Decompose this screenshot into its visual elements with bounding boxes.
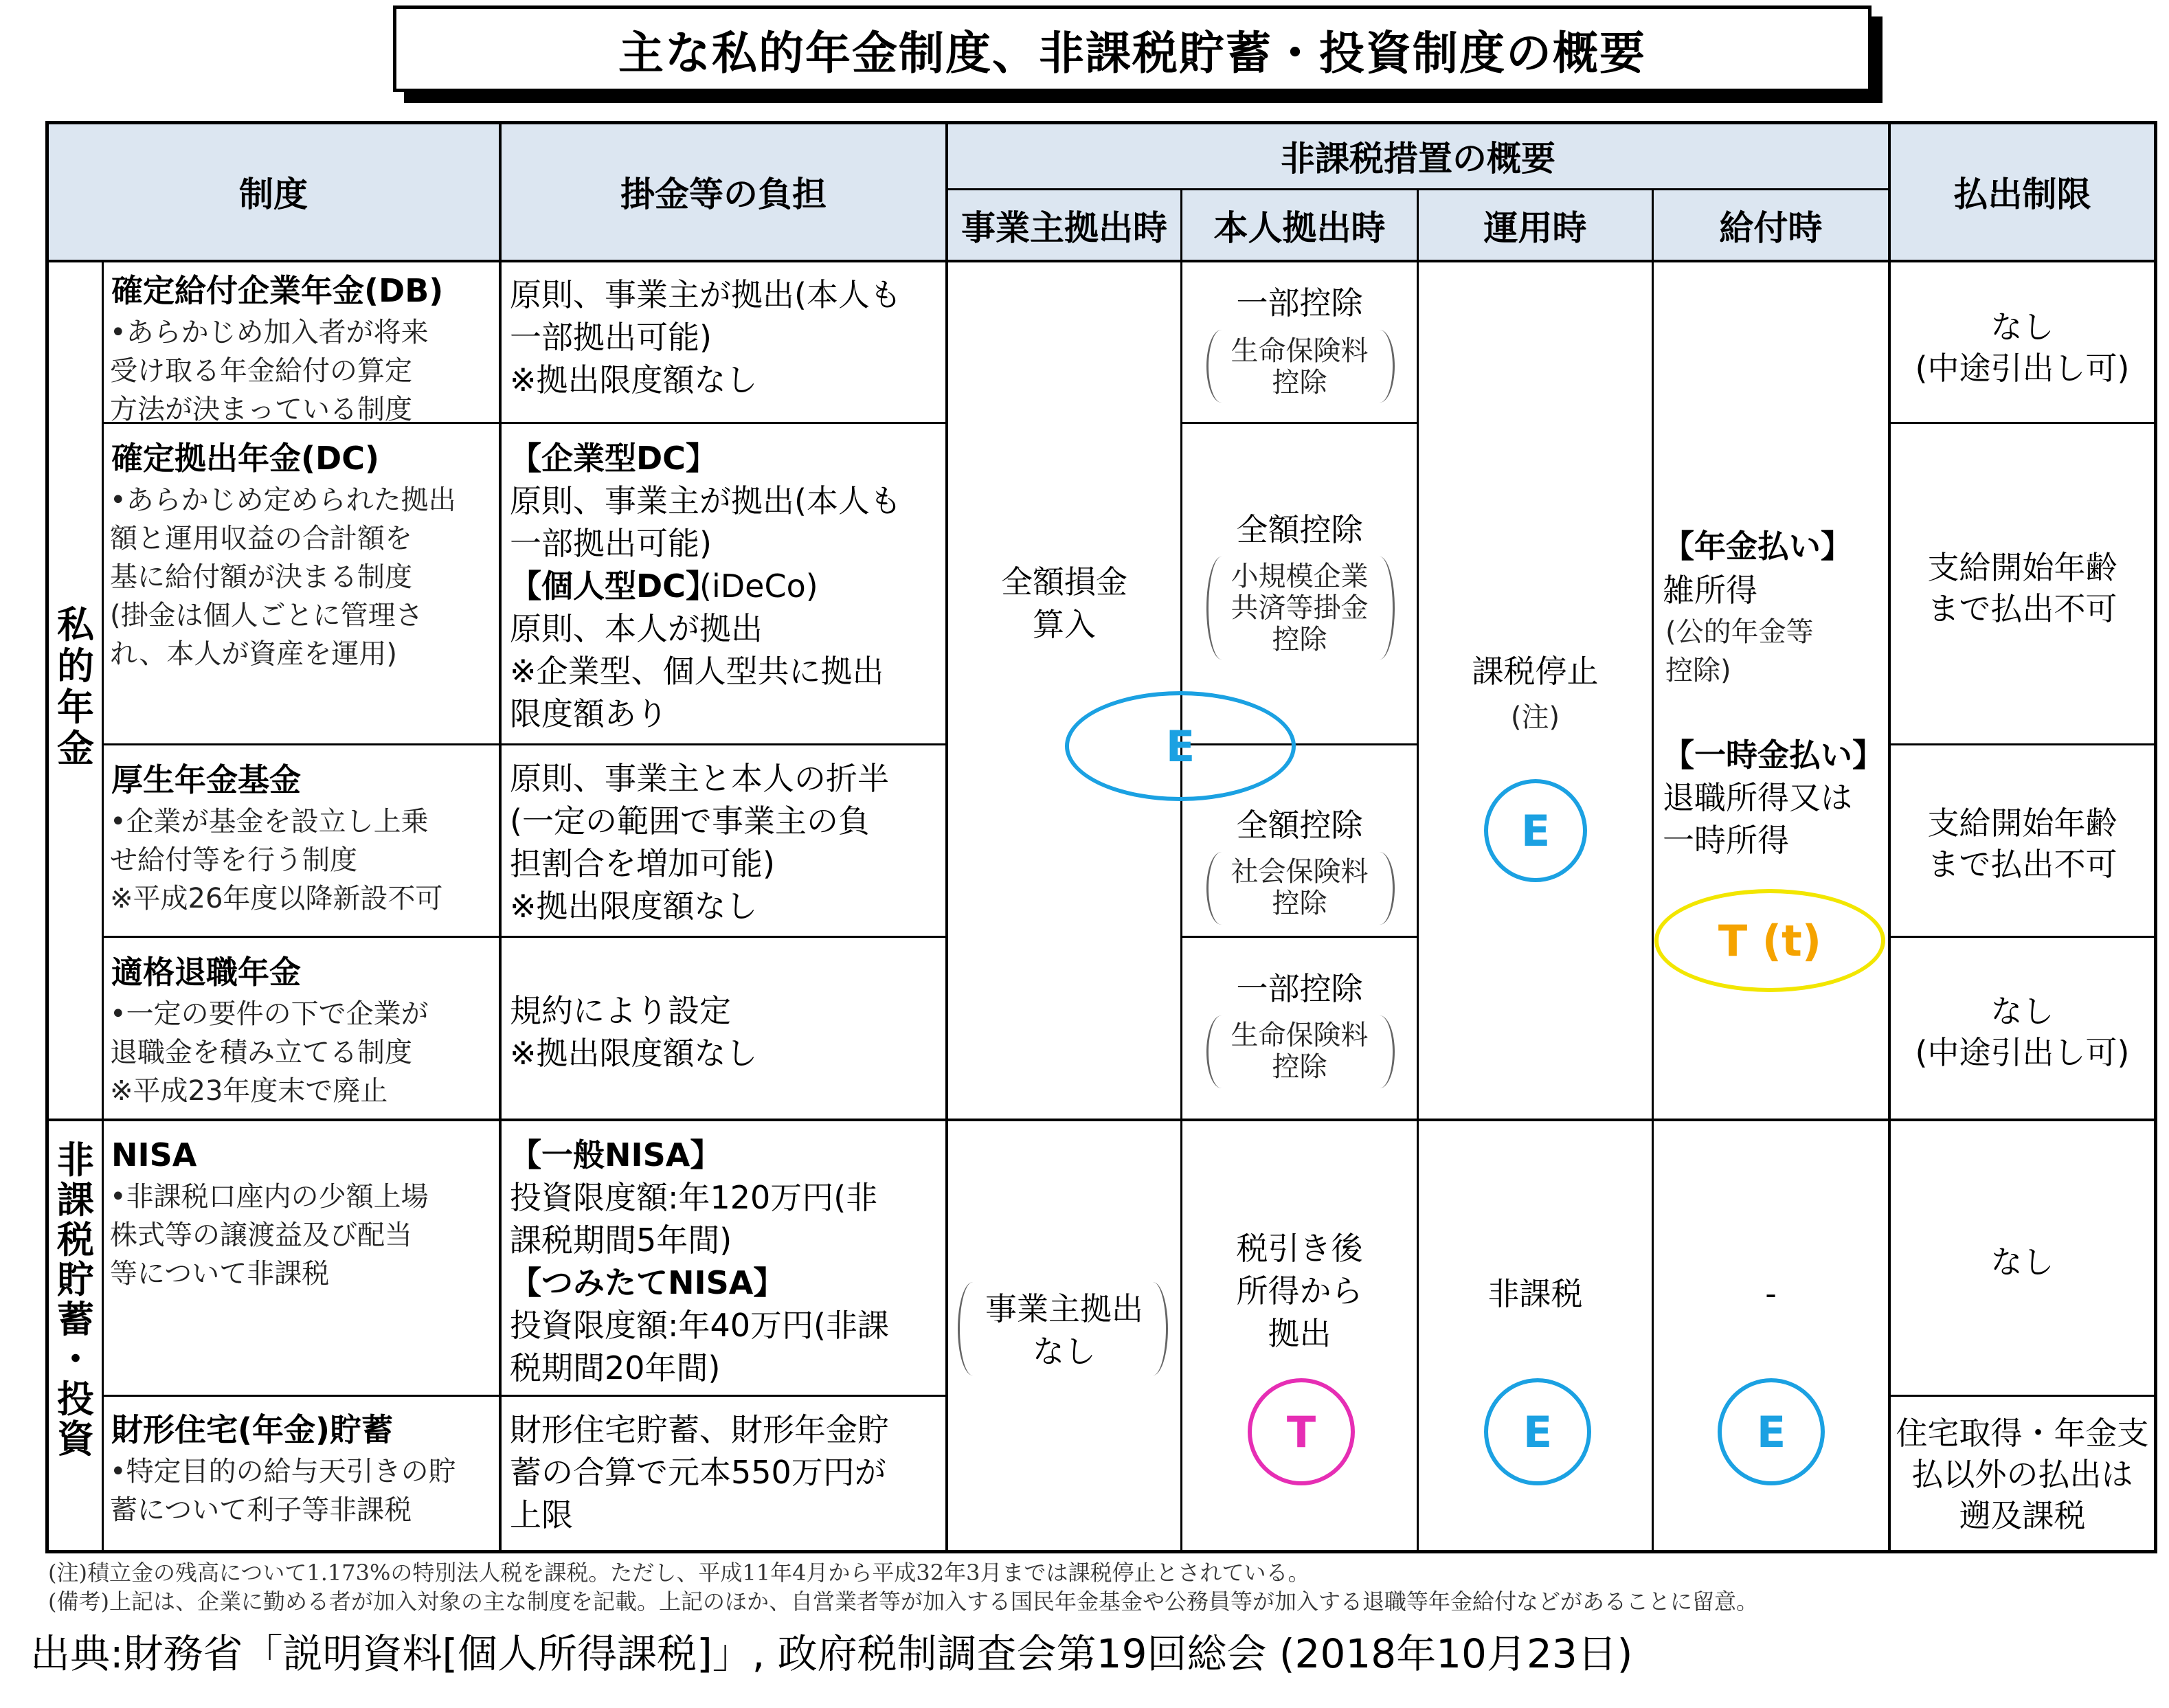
- source-citation: 出典:財務省「説明資料[個人所得課税]」, 政府税制調査会第19回総会 (2018年10月23日): [30, 1630, 1633, 1677]
- tekikaku-name: 適格退職年金: [111, 954, 301, 991]
- tekikaku-desc: •一定の要件の下で企業が 退職金を積み立てる制度 ※平成23年度末で廃止: [110, 998, 429, 1107]
- pension-kyufu-1-sub: (公的年金等 控除): [1665, 616, 1814, 686]
- nisa-haraidashi: なし: [1990, 1244, 2054, 1281]
- kosei-honnin-sub: 社会保険料 控除: [1230, 856, 1369, 919]
- tekikaku-honnin-sub: 生命保険料 控除: [1230, 1020, 1369, 1083]
- pension-jigyonushi: 全額損金 算入: [1001, 563, 1127, 643]
- header-jigyonushi: 事業主拠出時: [961, 207, 1167, 248]
- pension-kyufu-1: 雑所得: [1663, 572, 1757, 609]
- dc-honnin-sub: 小規模企業 共済等掛金 控除: [1230, 561, 1369, 655]
- dc-desc: •あらかじめ定められた拠出 額と運用収益の合計額を 基に給付額が決まる制度 (掛金は個人ごとに管理さ れ、本人が資産を運用): [110, 484, 456, 670]
- kosei-name: 厚生年金基金: [111, 761, 301, 798]
- kosei-honnin: 全額控除: [1236, 807, 1363, 844]
- dc-honnin: 全額控除: [1236, 511, 1363, 548]
- nisa-name: NISA: [111, 1136, 197, 1173]
- pension-unyo-note: (注): [1510, 701, 1560, 733]
- tekikaku-haraidashi: なし (中途引出し可): [1915, 993, 2130, 1071]
- pension-kyufu-h1: 【年金払い】: [1663, 528, 1852, 565]
- nisa-kakekin-1: 投資限度額:年120万円(非 課税期間5年間): [510, 1179, 878, 1259]
- db-honnin: 一部控除: [1236, 284, 1363, 322]
- marker-t-savings: T: [1248, 1378, 1355, 1485]
- marker-e-unyo: E: [1484, 779, 1587, 882]
- pension-unyo: 課税停止: [1472, 653, 1599, 690]
- kosei-desc: •企業が基金を設立し上乗 せ給付等を行う制度 ※平成26年度以降新設不可: [110, 806, 443, 914]
- marker-e-jigyonushi: E: [1065, 691, 1296, 801]
- dc-kakekin-2: 原則、本人が拠出 ※企業型、個人型共に拠出 限度額あり: [510, 610, 884, 732]
- savings-honnin: 税引き後 所得から 拠出: [1236, 1230, 1363, 1352]
- dc-name: 確定拠出年金(DC): [111, 440, 379, 477]
- header-haraidashi: 払出制限: [1953, 175, 2091, 214]
- footnote-1: (注)積立金の残高について1.173%の特別法人税を課税。ただし、平成11年4月から平成32年3月までは課税停止とされている。: [48, 1560, 1310, 1586]
- zaikei-name: 財形住宅(年金)貯蓄: [111, 1411, 394, 1448]
- header-kyufu: 給付時: [1719, 207, 1823, 248]
- nisa-desc: •非課税口座内の少額上場 株式等の譲渡益及び配当 等について非課税: [110, 1181, 429, 1290]
- db-honnin-sub: 生命保険料 控除: [1230, 335, 1369, 398]
- pension-kyufu-2: 退職所得又は 一時所得: [1663, 779, 1852, 859]
- kosei-kakekin: 原則、事業主と本人の折半 (一定の範囲で事業主の負 担割合を増加可能) ※拠出限度額なし: [510, 760, 889, 925]
- dc-kakekin-1: 原則、事業主が拠出(本人も 一部拠出可能): [510, 482, 901, 562]
- header-hikazei: 非課税措置の概要: [1281, 139, 1555, 179]
- pension-kyufu-h2: 【一時金払い】: [1663, 737, 1884, 774]
- nisa-kakekin-h2: 【つみたてNISA】: [510, 1264, 785, 1301]
- savings-kyufu: -: [1765, 1275, 1777, 1312]
- marker-e-savings-unyo: E: [1484, 1378, 1591, 1485]
- tekikaku-honnin: 一部控除: [1236, 970, 1363, 1007]
- footnote-2: (備考)上記は、企業に勤める者が加入対象の主な制度を記載。上記のほか、自営業者等が加入する国民年金基金や公務員等が加入する退職等年金給付などがあることに留意。: [48, 1588, 1758, 1615]
- header-unyo: 運用時: [1483, 207, 1587, 248]
- db-name: 確定給付企業年金(DB): [111, 272, 444, 309]
- header-seido: 制度: [239, 175, 308, 214]
- dc-kakekin-h1: 【企業型DC】: [510, 440, 717, 477]
- savings-unyo: 非課税: [1487, 1275, 1583, 1312]
- db-desc: •あらかじめ加入者が将来 受け取る年金給付の算定 方法が決まっている制度: [110, 317, 429, 425]
- dc-kakekin-h2: 【個人型DC】: [510, 568, 717, 605]
- header-kakekin: 掛金等の負担: [620, 175, 827, 214]
- zaikei-desc: •特定目的の給与天引きの貯 蓄について利子等非課税: [110, 1456, 456, 1526]
- dc-haraidashi: 支給開始年齢 まで払出不可: [1927, 549, 2117, 627]
- tekikaku-kakekin: 規約により設定 ※拠出限度額なし: [510, 992, 758, 1072]
- page-title: 主な私的年金制度、非課税貯蓄・投資制度の概要: [393, 5, 1872, 92]
- group-label-private: 私 的 年 金: [57, 603, 94, 770]
- db-haraidashi: なし (中途引出し可): [1915, 308, 2130, 387]
- zaikei-haraidashi: 住宅取得・年金支 払以外の払出は 遡及課税: [1896, 1415, 2149, 1534]
- nisa-kakekin-h1: 【一般NISA】: [510, 1136, 722, 1173]
- nisa-kakekin-2: 投資限度額:年40万円(非課 税期間20年間): [510, 1307, 889, 1386]
- group-label-savings: 非 課 税 貯 蓄 ・ 投 資: [57, 1138, 94, 1461]
- header-honnin: 本人拠出時: [1213, 207, 1386, 248]
- zaikei-kakekin: 財形住宅貯蓄、財形年金貯 蓄の合算で元本550万円が 上限: [510, 1411, 889, 1533]
- kosei-haraidashi: 支給開始年齢 まで払出不可: [1927, 805, 2117, 883]
- marker-e-savings-kyufu: E: [1718, 1378, 1825, 1485]
- dc-kakekin-h2b: (iDeCo): [699, 568, 818, 605]
- db-kakekin: 原則、事業主が拠出(本人も 一部拠出可能) ※拠出限度額なし: [510, 276, 901, 398]
- savings-jigyonushi: 事業主拠出 なし: [985, 1290, 1143, 1370]
- marker-tt-kyufu: T (t): [1654, 889, 1885, 992]
